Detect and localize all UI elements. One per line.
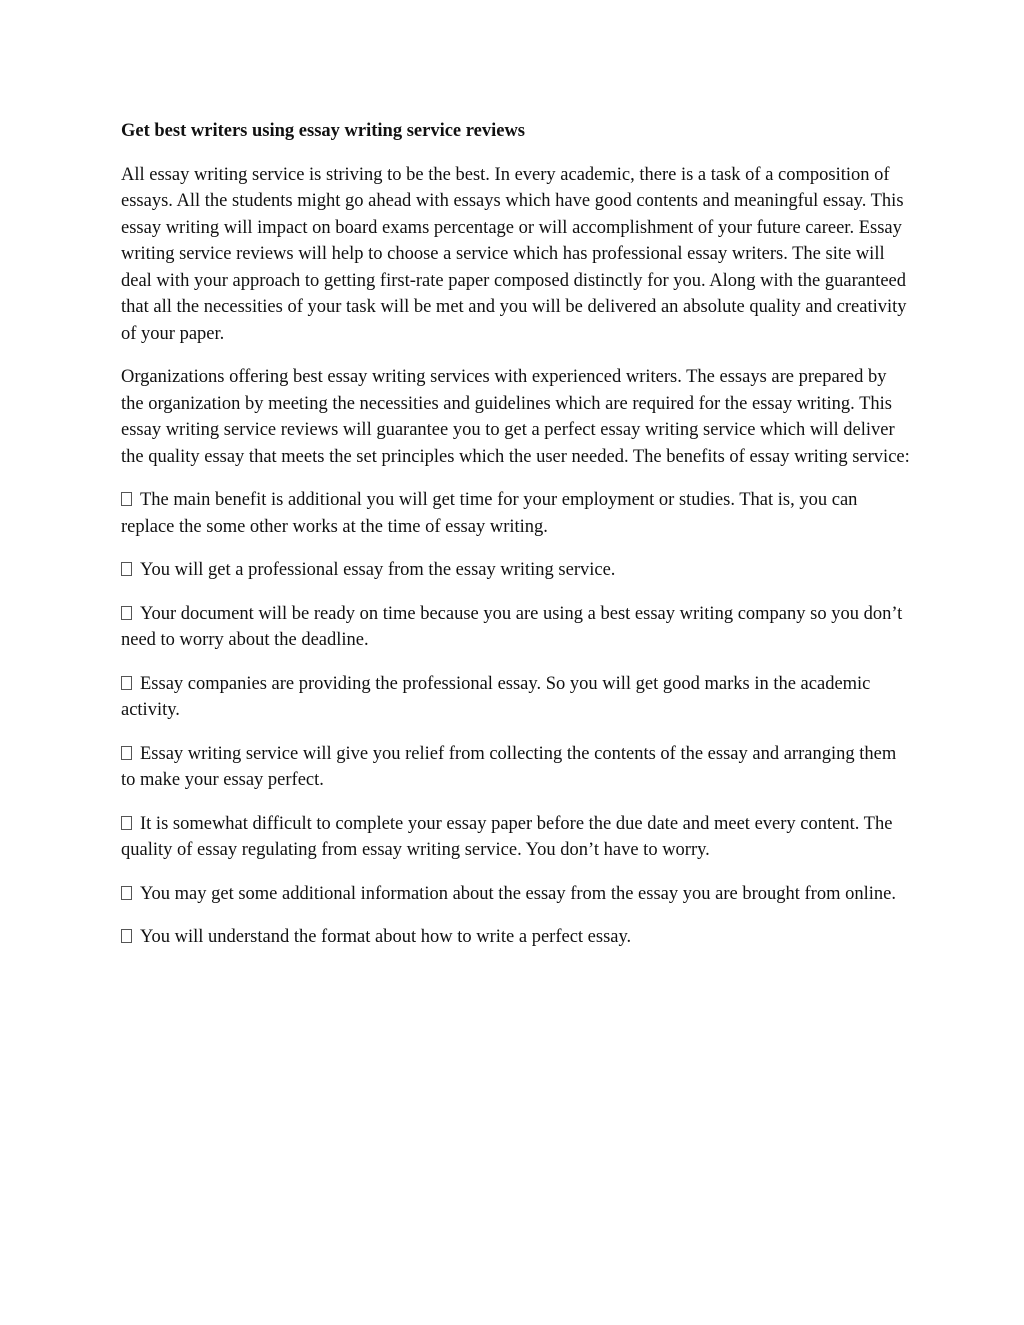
list-item bbox=[121, 811, 911, 864]
benefit-text: The main benefit is additional you will get time for your employment or studies. That is, you can replace the some other works at the time of essay writing. bbox=[121, 490, 858, 537]
list-item bbox=[121, 601, 911, 654]
benefit-text: It is somewhat difficult to complete your essay paper before the due date and meet every content. The quality of essay regulating from essay writing service. You don’t have to worry. bbox=[121, 813, 893, 860]
benefit-text: You will get a professional essay from the essay writing service. bbox=[140, 560, 616, 580]
list-item bbox=[121, 557, 911, 584]
list-item bbox=[121, 741, 911, 794]
organizations-paragraph: Organizations offering best essay writing services with experienced writers. The essays are prepared by the organization by meeting the necessities and guidelines which are required for the essay writing. This essay writing service reviews will guarantee you to get a perfect essay writing service which will deliver the quality essay that meets the set principles which the user needed. The benefits of essay writing service: bbox=[121, 367, 910, 467]
square-bullet-icon bbox=[121, 929, 132, 943]
benefits-list bbox=[121, 487, 911, 951]
benefit-text: Your document will be ready on time because you are using a best essay writing company so you don’t need to worry about the deadline. bbox=[121, 603, 903, 650]
square-bullet-icon bbox=[121, 886, 132, 900]
square-bullet-icon bbox=[121, 746, 132, 760]
benefit-text: You may get some additional information about the essay from the essay you are brought from online. bbox=[140, 883, 896, 904]
benefit-text: Essay writing service will give you relief from collecting the contents of the essay and arranging them to make your essay perfect. bbox=[121, 743, 897, 790]
list-item bbox=[121, 924, 911, 951]
list-item bbox=[121, 671, 911, 724]
document-page bbox=[121, 118, 911, 968]
benefit-text: You will understand the format about how to write a perfect essay. bbox=[140, 927, 632, 947]
list-item bbox=[121, 881, 911, 908]
intro-paragraph: All essay writing service is striving to be the best. In every academic, there is a task of a composition of essays. All the students might go ahead with essays which have good contents and meaningful essay. This essay writing will impact on board exams percentage or will accomplishment of your future career. Essay writing service reviews will help to choose a service which has professional essay writers. The site will deal with your approach to getting first-rate paper composed distinctly for you. Along with the guaranteed that all the necessities of your task will be met and you will be delivered an absolute quality and creativity of your paper. bbox=[121, 164, 907, 344]
square-bullet-icon bbox=[121, 492, 132, 506]
square-bullet-icon bbox=[121, 676, 132, 690]
document-title: Get best writers using essay writing service reviews bbox=[121, 121, 526, 141]
benefit-text: Essay companies are providing the professional essay. So you will get good marks in the academic activity. bbox=[121, 673, 871, 720]
square-bullet-icon bbox=[121, 562, 132, 576]
square-bullet-icon bbox=[121, 816, 132, 830]
list-item bbox=[121, 487, 911, 540]
square-bullet-icon bbox=[121, 606, 132, 620]
